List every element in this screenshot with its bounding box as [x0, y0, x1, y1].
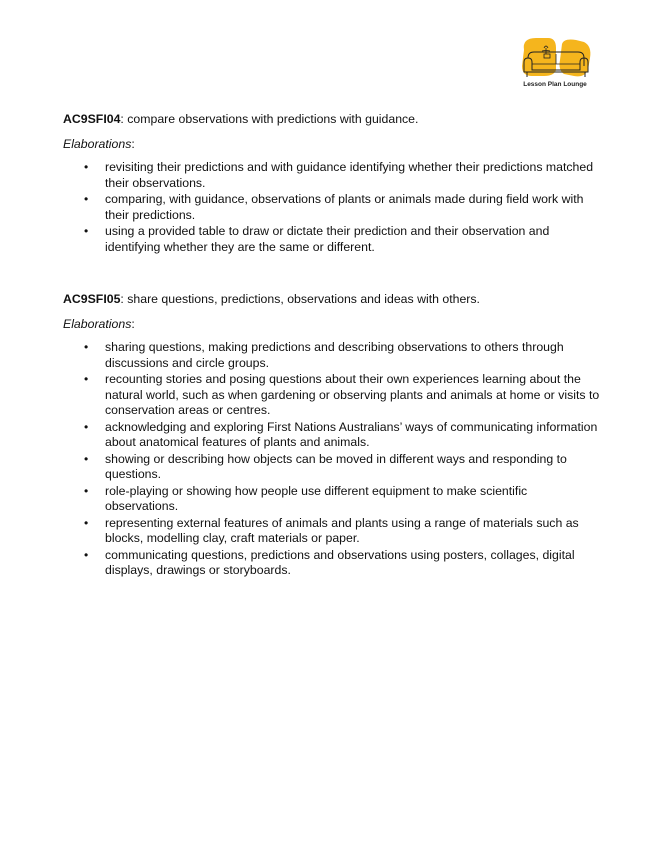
bullet-icon: •: [84, 160, 89, 174]
elaborations-label-text: Elaborations: [63, 137, 132, 151]
content-code: AC9SFI05: [63, 292, 121, 306]
content-text: : compare observations with predictions with guidance.: [120, 112, 419, 126]
logo-text: Lesson Plan Lounge: [523, 81, 587, 88]
list-item: [63, 160, 603, 191]
bullet-icon: •: [84, 547, 89, 562]
bullet-icon: •: [84, 515, 89, 530]
list-item-text: sharing questions, making predictions and describing observations to others through discussions and circle groups.: [105, 340, 564, 370]
content-code: AC9SFI04: [63, 112, 121, 126]
list-item-text: acknowledging and exploring First Nations Australians’ ways of communicating information about anatomical features of plants and animals.: [105, 419, 598, 449]
list-item: [63, 192, 603, 223]
content-description: [63, 291, 603, 307]
elaborations-label: [63, 316, 603, 332]
content-description: [63, 111, 603, 127]
bullet-icon: •: [84, 224, 89, 238]
section-ac9sfi05: [63, 291, 603, 580]
elaborations-colon: :: [131, 137, 135, 151]
lesson-plan-lounge-logo: [518, 36, 594, 92]
list-item: [63, 548, 603, 579]
elaborations-list: [63, 160, 603, 255]
list-item-text: communicating questions, predictions and observations using posters, collages, digital displays, drawings or storyboards.: [105, 547, 575, 577]
bullet-icon: •: [84, 340, 89, 354]
bullet-icon: •: [84, 372, 89, 386]
content-text: : share questions, predictions, observations and ideas with others.: [120, 292, 480, 306]
list-item: [63, 484, 603, 515]
list-item: [63, 340, 603, 371]
elaborations-list: [63, 340, 603, 579]
list-item: [63, 516, 603, 547]
list-item: [63, 420, 603, 451]
list-item-text: recounting stories and posing questions about their own experiences learning about the natural world, such as when gardening or observing plants and animals at home or visits to conservation areas or centres.: [105, 372, 600, 417]
list-item-text: representing external features of animals and plants using a range of materials such as blocks, modelling clay, craft materials or paper.: [105, 515, 579, 545]
section-ac9sfi04: [63, 111, 603, 256]
elaborations-label-text: Elaborations: [63, 317, 132, 331]
bullet-icon: •: [84, 483, 89, 498]
bullet-icon: •: [84, 419, 89, 434]
sofa-icon: [518, 36, 594, 82]
list-item: [63, 224, 603, 255]
bullet-icon: •: [84, 451, 89, 466]
elaborations-label: [63, 136, 603, 152]
elaborations-colon: :: [131, 317, 135, 331]
bullet-icon: •: [84, 192, 89, 206]
list-item-text: comparing, with guidance, observations of plants or animals made during field work with their predictions.: [105, 192, 584, 222]
list-item: [63, 372, 603, 419]
list-item-text: using a provided table to draw or dictate their prediction and their observation and identifying whether they are the same or different.: [105, 224, 550, 254]
list-item-text: role-playing or showing how people use different equipment to make scientific observations.: [105, 483, 528, 513]
list-item: [63, 452, 603, 483]
list-item-text: revisiting their predictions and with guidance identifying whether their predictions matched their observations.: [105, 160, 594, 190]
list-item-text: showing or describing how objects can be moved in different ways and responding to questions.: [105, 451, 567, 481]
